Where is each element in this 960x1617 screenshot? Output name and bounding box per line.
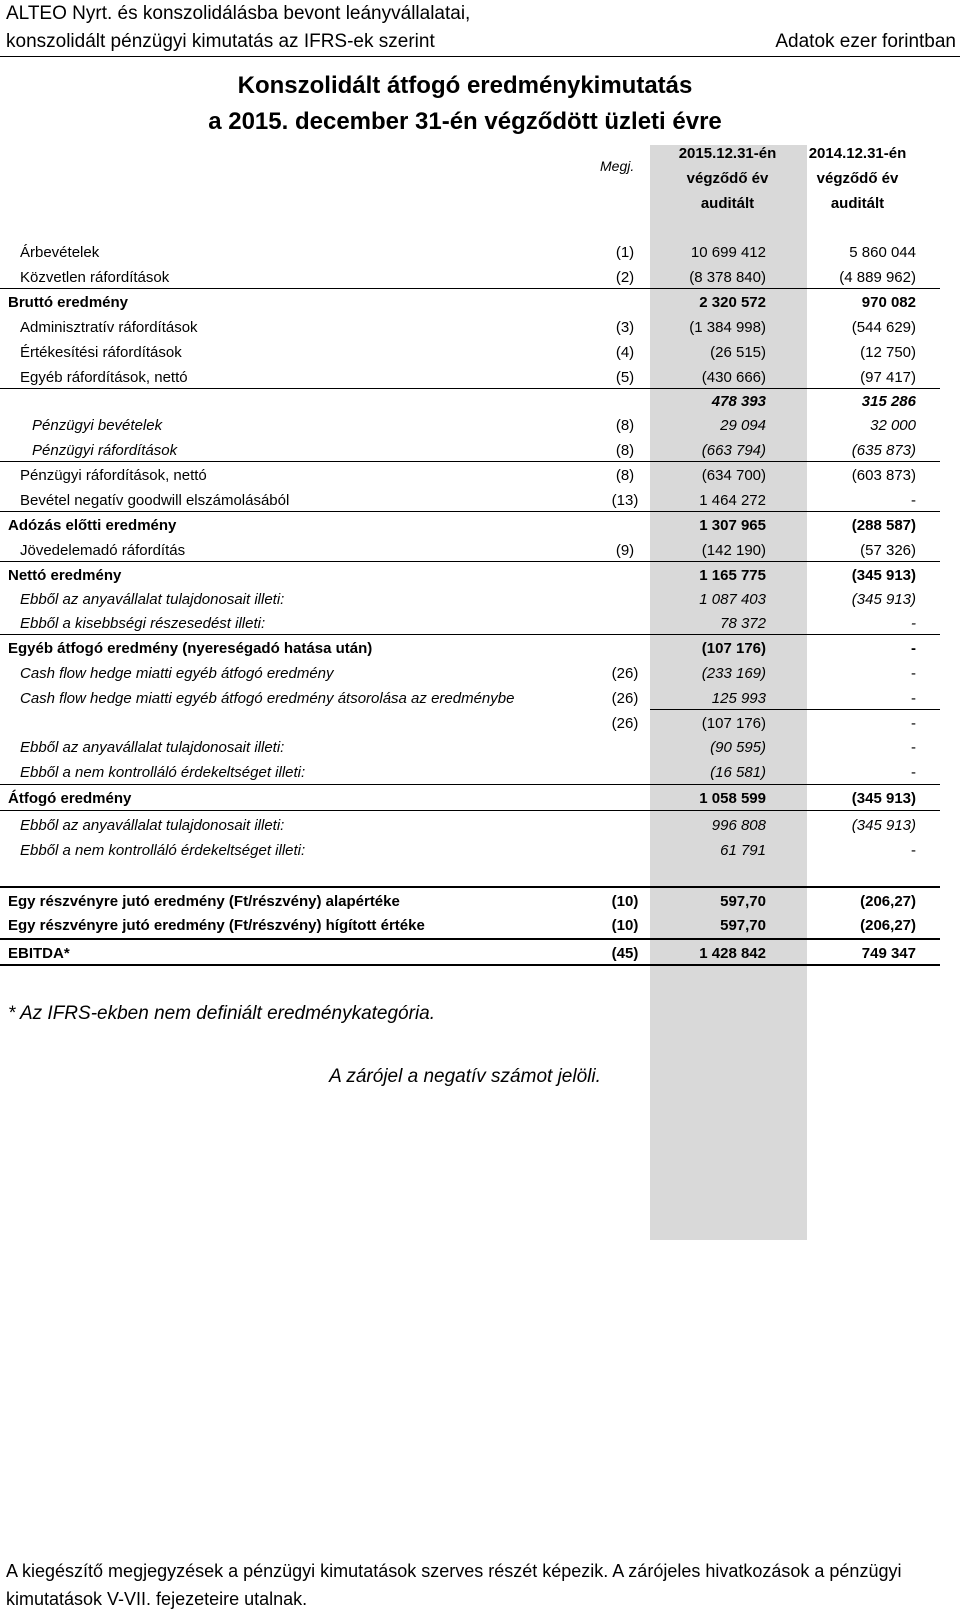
table-row: Cash flow hedge miatti egyéb átfogó eredmény (26) (233 169) - xyxy=(20,665,916,682)
table-row: Ebből a nem kontrolláló érdekeltséget illeti: 61 791 - xyxy=(20,842,916,859)
table-row: (26) (107 176) - xyxy=(611,715,916,732)
row-divider xyxy=(0,810,940,811)
table-row: Adózás előtti eredmény 1 307 965 (288 587) xyxy=(8,517,916,534)
row-divider xyxy=(0,511,940,512)
units-label: Adatok ezer forintban xyxy=(775,31,956,52)
table-row: Közvetlen ráfordítások (2) (8 378 840) (4 889 962) xyxy=(20,269,916,286)
table-row: Egy részvényre jutó eredmény (Ft/részvény) hígított értéke (10) 597,70 (206,27) xyxy=(8,917,916,934)
row-divider xyxy=(0,288,940,289)
table-row-subtotal: 478 393 315 286 xyxy=(711,393,916,410)
table-row: Pénzügyi ráfordítások, nettó (8) (634 700) (603 873) xyxy=(20,467,916,484)
table-row: Egyéb átfogó eredmény (nyereségadó hatása után) (107 176) - xyxy=(8,640,916,657)
row-divider xyxy=(0,634,940,635)
table-row: Ebből az anyavállalat tulajdonosait illeti: 996 808 (345 913) xyxy=(20,817,916,834)
row-divider xyxy=(0,964,940,966)
statement-title: Konszolidált átfogó eredménykimutatás xyxy=(237,72,693,99)
note-column-header: Megj. xyxy=(600,158,635,174)
table-row: Ebből az anyavállalat tulajdonosait illeti: (90 595) - xyxy=(20,739,916,756)
statement-period: a 2015. december 31-én végződött üzleti évre xyxy=(208,108,722,135)
company-name: ALTEO Nyrt. és konszolidálásba bevont leányvállalatai, xyxy=(6,3,471,24)
row-divider xyxy=(0,461,940,462)
table-row: Ebből a nem kontrolláló érdekeltséget illeti: (16 581) - xyxy=(20,764,916,781)
table-row: Pénzügyi bevételek (8) 29 094 32 000 xyxy=(32,417,916,434)
header-divider xyxy=(0,56,960,57)
statement-basis: konszolidált pénzügyi kimutatás az IFRS-ek szerint xyxy=(6,31,435,52)
column-header-2014: 2014.12.31-én végződő év auditált xyxy=(808,145,907,212)
table-row: Pénzügyi ráfordítások (8) (663 794) (635 873) xyxy=(32,442,916,459)
row-divider xyxy=(650,709,940,710)
ebitda-footnote: * Az IFRS-ekben nem definiált eredménykategória. xyxy=(8,1003,436,1024)
table-row: Ebből az anyavállalat tulajdonosait illeti: 1 087 403 (345 913) xyxy=(20,591,916,608)
table-row-ebitda: EBITDA* (45) 1 428 842 749 347 xyxy=(8,945,916,962)
table-row: Egyéb ráfordítások, nettó (5) (430 666) (97 417) xyxy=(20,369,916,386)
table-row: Ebből a kisebbségi részesedést illeti: 78 372 - xyxy=(20,615,916,632)
table-row: Egy részvényre jutó eredmény (Ft/részvény) alapértéke (10) 597,70 (206,27) xyxy=(8,893,916,910)
row-divider xyxy=(0,784,940,785)
row-divider xyxy=(0,886,940,888)
table-row: Cash flow hedge miatti egyéb átfogó eredmény átsorolása az eredménybe (26) 125 993 - xyxy=(20,690,916,707)
bottom-note: A kiegészítő megjegyzések a pénzügyi kimutatások szerves részét képezik. A zárójeles hivatkozások a pénzügyi kimutatások V-VII. fejezeteire utalnak. xyxy=(6,1561,902,1609)
table-row: Értékesítési ráfordítások (4) (26 515) (12 750) xyxy=(20,344,916,361)
negative-number-note: A zárójel a negatív számot jelöli. xyxy=(329,1066,601,1087)
document-header xyxy=(6,0,470,56)
table-row: Bevétel negatív goodwill elszámolásából (13) 1 464 272 - xyxy=(20,492,916,509)
table-row: Adminisztratív ráfordítások (3) (1 384 998) (544 629) xyxy=(20,319,916,336)
row-divider xyxy=(0,938,940,940)
row-divider xyxy=(0,561,940,562)
column-header-2015: 2015.12.31-én végződő év auditált xyxy=(678,145,777,212)
table-row: Nettó eredmény 1 165 775 (345 913) xyxy=(8,567,916,584)
table-row: Átfogó eredmény 1 058 599 (345 913) xyxy=(8,790,916,807)
table-row: Bruttó eredmény 2 320 572 970 082 xyxy=(8,294,916,311)
table-row: Árbevételek (1) 10 699 412 5 860 044 xyxy=(20,244,916,261)
table-row: Jövedelemadó ráfordítás (9) (142 190) (57 326) xyxy=(20,542,916,559)
